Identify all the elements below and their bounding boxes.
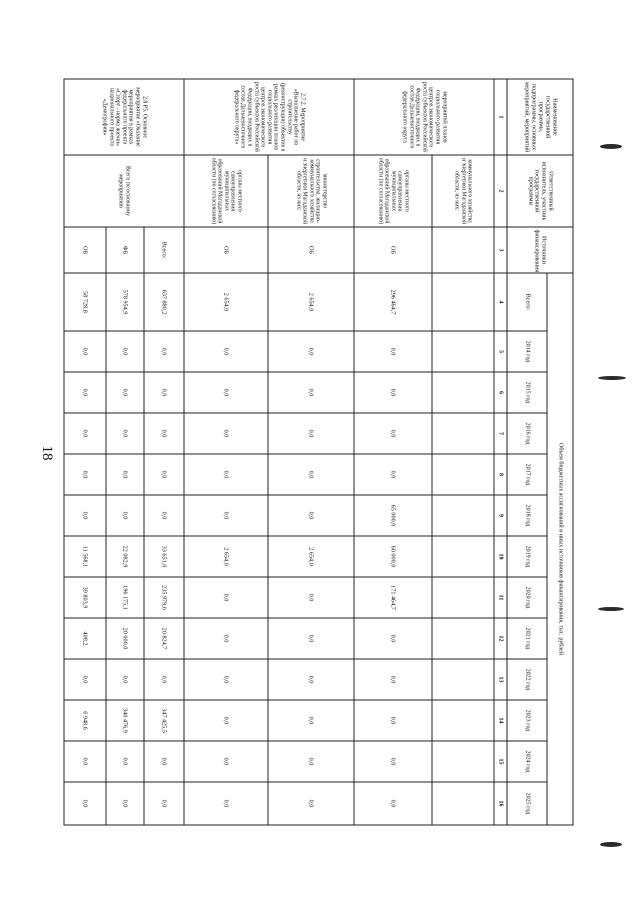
source-cell: ОБ: [354, 227, 432, 273]
index-cell: 10: [494, 536, 507, 577]
value-cell: 0,0: [64, 659, 106, 700]
value-cell: 0,0: [106, 454, 144, 495]
value-cell: 0,0: [144, 782, 184, 825]
value-cell: 0,0: [106, 659, 144, 700]
header-year: 2024 год: [507, 741, 547, 782]
source-cell: Всего:: [144, 227, 184, 273]
index-cell: 16: [494, 782, 507, 825]
value-cell: 0,0: [268, 372, 354, 413]
value-cell: 0,0: [64, 495, 106, 536]
value-cell: 0,0: [268, 331, 354, 372]
value-cell: [432, 782, 494, 825]
value-cell: 171 464,7: [354, 577, 432, 618]
value-cell: 0,0: [106, 372, 144, 413]
index-cell: 4: [494, 273, 507, 331]
value-cell: 0,0: [354, 782, 432, 825]
value-cell: 0,0: [354, 700, 432, 741]
financing-table-wrap: [67, 79, 573, 826]
table-row: [354, 79, 432, 825]
index-cell: 7: [494, 413, 507, 454]
value-cell: 0,0: [184, 782, 268, 825]
value-cell: 0,0: [64, 331, 106, 372]
source-cell: [432, 227, 494, 273]
value-cell: [432, 413, 494, 454]
index-cell: 2: [494, 155, 507, 227]
value-cell: 0,0: [144, 331, 184, 372]
header-year: 2021 год: [507, 618, 547, 659]
value-cell: 0,0: [184, 413, 268, 454]
value-cell: [432, 618, 494, 659]
value-cell: 0,0: [106, 413, 144, 454]
value-cell: 0,0: [354, 741, 432, 782]
index-cell: 1: [494, 79, 507, 155]
index-cell: 11: [494, 577, 507, 618]
value-cell: 0,0: [354, 413, 432, 454]
index-cell: 15: [494, 741, 507, 782]
value-cell: 0,0: [106, 782, 144, 825]
value-cell: 0,0: [64, 372, 106, 413]
value-cell: 0,0: [268, 659, 354, 700]
index-cell: 14: [494, 700, 507, 741]
value-cell: 0,0: [268, 741, 354, 782]
header-year: 2018 год: [507, 495, 547, 536]
header-year: 2020 год: [507, 577, 547, 618]
source-cell: ФБ: [106, 227, 144, 273]
value-cell: 0,0: [64, 413, 106, 454]
value-cell: 0,0: [184, 454, 268, 495]
index-row: [494, 79, 507, 825]
value-cell: 2 654,0: [184, 536, 268, 577]
value-cell: 0,0: [268, 782, 354, 825]
value-cell: 2 654,0: [184, 273, 268, 331]
header-total: Всего:: [507, 273, 547, 331]
value-cell: 0,0: [64, 454, 106, 495]
index-cell: 6: [494, 372, 507, 413]
value-cell: 0,0: [268, 413, 354, 454]
value-cell: [432, 331, 494, 372]
value-cell: 235 979,0: [144, 577, 184, 618]
header-year: 2019 год: [507, 536, 547, 577]
value-cell: 0,0: [64, 782, 106, 825]
value-cell: 0,0: [144, 495, 184, 536]
value-cell: 0,0: [184, 700, 268, 741]
index-cell: 3: [494, 227, 507, 273]
value-cell: [432, 495, 494, 536]
scan-mark: [600, 842, 622, 847]
value-cell: 0,0: [106, 331, 144, 372]
value-cell: 0,0: [268, 700, 354, 741]
header-year: 2015 год: [507, 372, 547, 413]
executor-cell: органы местного самоуправления муниципальных образований Магаданской области (по согласованию): [184, 155, 268, 227]
header-year: 2022 год: [507, 659, 547, 700]
program-name-cell: мероприятий планов социального развития центров экономического роста субъектов Российской Федерации, входящих в состав Дальневосточного федерального округа: [354, 79, 494, 155]
header-name: Наименование государственной программы, подпрограммы, основных мероприятий, мероприятий: [507, 79, 573, 155]
program-name-cell: 2.7.2. Мероприятие «Выполнение работ по строительству (реконструкции) объектов в рамках реализации планов социального развития центров экономического роста субъектов Российской Федерации, входящих в состав Дальневосточного федерального округа»: [184, 79, 354, 155]
header-year: 2023 год: [507, 700, 547, 741]
value-cell: [432, 741, 494, 782]
table-row: [144, 79, 184, 825]
value-cell: 578 954,9: [106, 273, 144, 331]
value-cell: 2 654,0: [268, 273, 354, 331]
value-cell: 0,0: [106, 741, 144, 782]
value-cell: 637 880,2: [144, 273, 184, 331]
value-cell: 2 654,0: [268, 536, 354, 577]
value-cell: 0,0: [268, 618, 354, 659]
value-cell: 22 082,9: [106, 536, 144, 577]
value-cell: 58 728,8: [64, 273, 106, 331]
executor-cell: Всего по основному мероприятию: [64, 155, 184, 227]
value-cell: 0,0: [184, 618, 268, 659]
index-cell: 12: [494, 618, 507, 659]
header-year: 2014 год: [507, 331, 547, 372]
value-cell: 196 175,1: [106, 577, 144, 618]
program-name-cell: 2.8 P5. Основное мероприятие «Оказание мероприятия в рамках федерального проекта «Спорт - норма жизни» национального проекта «Демография»: [64, 79, 184, 155]
index-cell: 9: [494, 495, 507, 536]
source-cell: ОБ: [64, 227, 106, 273]
value-cell: 0,0: [144, 413, 184, 454]
value-cell: 65 000,0: [354, 495, 432, 536]
value-cell: 296 464,7: [354, 273, 432, 331]
index-cell: 8: [494, 454, 507, 495]
executor-cell: органы местного самоуправления муниципальных образований Магаданской области (по согласованию): [354, 155, 432, 227]
executor-cell: министерство строительства, жилищно-коммунального хозяйства и энергетики Магаданской области, из них:: [268, 155, 354, 227]
value-cell: 0,0: [106, 495, 144, 536]
index-cell: 5: [494, 331, 507, 372]
value-cell: 0,0: [268, 454, 354, 495]
value-cell: 0,0: [64, 741, 106, 782]
value-cell: 0,0: [184, 741, 268, 782]
value-cell: [432, 659, 494, 700]
value-cell: [432, 700, 494, 741]
table-row: [268, 79, 354, 825]
value-cell: 33 651,0: [144, 536, 184, 577]
value-cell: 0,0: [354, 454, 432, 495]
financing-table: [63, 79, 573, 826]
executor-cell: коммунального хозяйства и энергетики Магаданской области, из них:: [432, 155, 494, 227]
value-cell: 0,0: [184, 331, 268, 372]
table-row: [184, 79, 268, 825]
value-cell: 60 000,0: [354, 536, 432, 577]
value-cell: 0,0: [184, 495, 268, 536]
value-cell: 0,0: [268, 495, 354, 536]
value-cell: 0,0: [184, 659, 268, 700]
value-cell: 0,0: [144, 659, 184, 700]
value-cell: 0,0: [354, 618, 432, 659]
value-cell: 0,0: [354, 331, 432, 372]
value-cell: [432, 536, 494, 577]
value-cell: 0,0: [354, 659, 432, 700]
value-cell: 408,2: [64, 618, 106, 659]
page-number: 18: [39, 445, 55, 461]
value-cell: 0,0: [354, 372, 432, 413]
scan-mark: [600, 144, 622, 149]
value-cell: 20 000,0: [106, 618, 144, 659]
scan-mark: [598, 607, 624, 611]
value-cell: [432, 273, 494, 331]
value-cell: 6 948,6: [64, 700, 106, 741]
scan-mark: [598, 376, 626, 380]
value-cell: 0,0: [144, 454, 184, 495]
header-year: 2016 год: [507, 413, 547, 454]
header-source: Источники финансирования: [507, 227, 573, 273]
value-cell: 0,0: [268, 577, 354, 618]
value-cell: 20 824,7: [144, 618, 184, 659]
value-cell: 347 425,5: [144, 700, 184, 741]
value-cell: [432, 577, 494, 618]
value-cell: 0,0: [184, 577, 268, 618]
header-year: 2017 год: [507, 454, 547, 495]
value-cell: 340 476,9: [106, 700, 144, 741]
value-cell: 0,0: [184, 372, 268, 413]
value-cell: 11 568,1: [64, 536, 106, 577]
value-cell: 0,0: [144, 741, 184, 782]
header-year: 2025 год: [507, 782, 547, 825]
value-cell: 0,0: [144, 372, 184, 413]
header-volume: Объем бюджетных ассигнований и иных источников финансирования, тыс. рублей: [547, 273, 573, 825]
value-cell: [432, 372, 494, 413]
source-cell: ОБ: [184, 227, 268, 273]
table-row: [432, 79, 494, 825]
value-cell: 39 803,9: [64, 577, 106, 618]
header-executor: Ответственный исполнитель, участник государственной программы: [507, 155, 573, 227]
source-cell: ОБ: [268, 227, 354, 273]
value-cell: [432, 454, 494, 495]
index-cell: 13: [494, 659, 507, 700]
